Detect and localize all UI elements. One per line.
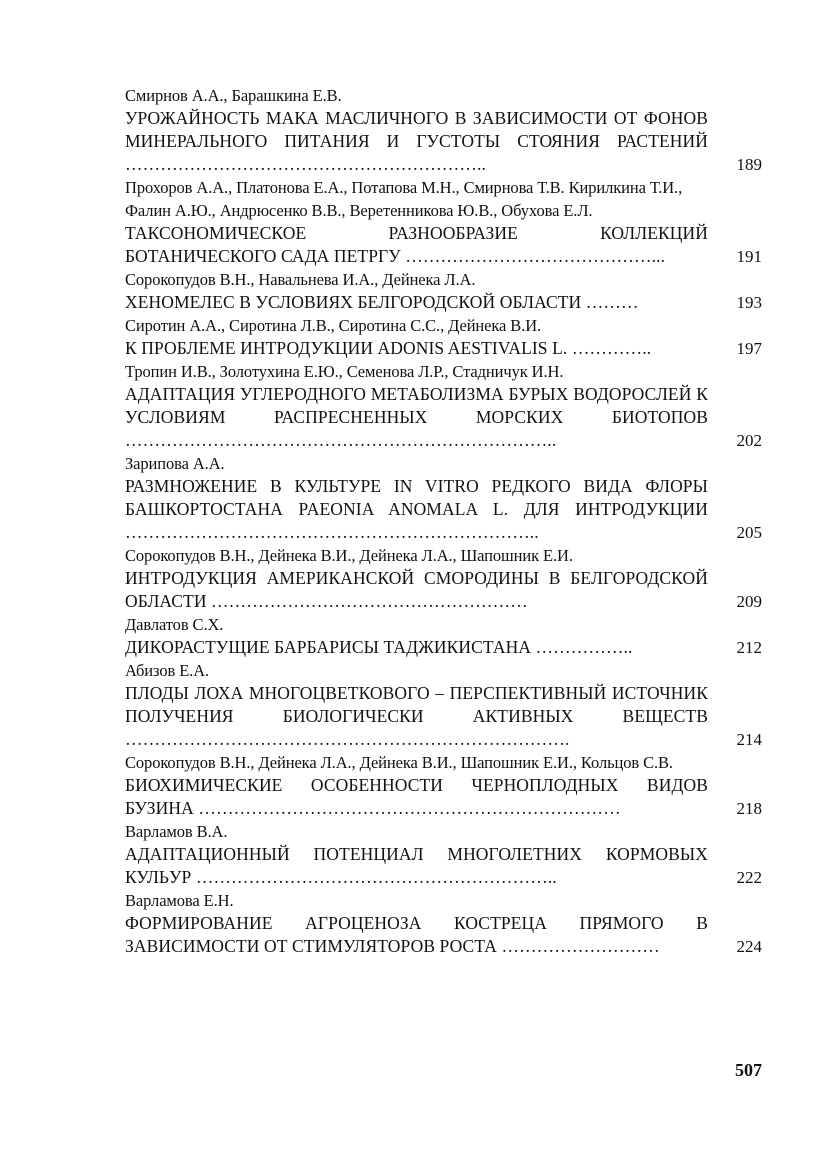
entry-authors: Сиротин А.А., Сиротина Л.В., Сиротина С.С., Дейнека В.И.: [125, 316, 542, 335]
entry-page-number: 222: [736, 868, 762, 887]
entry-page-number: 209: [736, 592, 762, 611]
entry-authors: Смирнов А.А., Барашкина Е.В.: [125, 86, 342, 105]
page-number: 507: [735, 1060, 762, 1080]
toc-entry: [125, 820, 762, 889]
entry-authors: Сорокопудов В.Н., Дейнека В.И., Дейнека Л.А., Шапошник Е.И.: [125, 546, 573, 565]
entry-authors: Давлатов С.Х.: [125, 615, 224, 634]
table-of-contents: [125, 84, 762, 958]
entry-title: РАЗМНОЖЕНИЕ В КУЛЬТУРЕ IN VITRO РЕДКОГО ВИДА ФЛОРЫ БАШКОРТОСТАНА PAEONIA ANOMALA L. ДЛЯ ИНТРОДУКЦИИ ……………………………………………………………..: [125, 476, 708, 542]
entry-authors: Тропин И.В., Золотухина Е.Ю., Семенова Л.Р., Стадничук И.Н.: [125, 362, 564, 381]
entry-page-number: 197: [736, 339, 762, 358]
entry-title: ПЛОДЫ ЛОХА МНОГОЦВЕТКОВОГО – ПЕРСПЕКТИВНЫЙ ИСТОЧНИК ПОЛУЧЕНИЯ БИОЛОГИЧЕСКИ АКТИВНЫХ ВЕЩЕСТВ ………………………………………………………………….: [125, 683, 708, 749]
entry-page-number: 189: [736, 155, 762, 174]
toc-entry: [125, 452, 762, 544]
entry-title: ТАКСОНОМИЧЕСКОЕ РАЗНООБРАЗИЕ КОЛЛЕКЦИЙ БОТАНИЧЕСКОГО САДА ПЕТРГУ ……………………………………...: [125, 223, 708, 266]
entry-authors: Сорокопудов В.Н., Навальнева И.А., Дейнека Л.А.: [125, 270, 476, 289]
entry-authors: Прохоров А.А., Платонова Е.А., Потапова М.Н., Смирнова Т.В. Кирилкина Т.И., Фалин А.Ю., Андрюсенко В.В., Веретенникова Ю.В., Обухова Е.Л.: [125, 178, 683, 220]
entry-authors: Варламова Е.Н.: [125, 891, 234, 910]
entry-page-number: 191: [736, 247, 762, 266]
toc-entry: [125, 613, 762, 659]
toc-entry: [125, 659, 762, 751]
entry-title: БИОХИМИЧЕСКИЕ ОСОБЕННОСТИ ЧЕРНОПЛОДНЫХ ВИДОВ БУЗИНА ………………………………………………………………: [125, 775, 708, 818]
entry-title: АДАПТАЦИОННЫЙ ПОТЕНЦИАЛ МНОГОЛЕТНИХ КОРМОВЫХ КУЛЬУР ……………………………………………………..: [125, 844, 708, 887]
entry-title: ХЕНОМЕЛЕС В УСЛОВИЯХ БЕЛГОРОДСКОЙ ОБЛАСТИ ………: [125, 292, 639, 312]
entry-page-number: 218: [736, 799, 762, 818]
entry-title: ИНТРОДУКЦИЯ АМЕРИКАНСКОЙ СМОРОДИНЫ В БЕЛГОРОДСКОЙ ОБЛАСТИ ………………………………………………: [125, 568, 708, 611]
entry-page-number: 202: [736, 431, 762, 450]
entry-title: УРОЖАЙНОСТЬ МАКА МАСЛИЧНОГО В ЗАВИСИМОСТИ ОТ ФОНОВ МИНЕРАЛЬНОГО ПИТАНИЯ И ГУСТОТЫ СТОЯНИЯ РАСТЕНИЙ ……………………………………………………..: [125, 108, 708, 174]
toc-entry: [125, 84, 762, 176]
toc-entry: [125, 268, 762, 314]
entry-page-number: 193: [736, 293, 762, 312]
entry-title: ДИКОРАСТУЩИЕ БАРБАРИСЫ ТАДЖИКИСТАНА ……………..: [125, 637, 633, 657]
toc-entry: [125, 176, 762, 268]
entry-page-number: 214: [736, 730, 762, 749]
entry-authors: Варламов В.А.: [125, 822, 228, 841]
entry-authors: Сорокопудов В.Н., Дейнека Л.А., Дейнека В.И., Шапошник Е.И., Кольцов С.В.: [125, 753, 673, 772]
toc-entry: [125, 360, 762, 452]
entry-title: ФОРМИРОВАНИЕ АГРОЦЕНОЗА КОСТРЕЦА ПРЯМОГО В ЗАВИСИМОСТИ ОТ СТИМУЛЯТОРОВ РОСТА ………………………: [125, 913, 708, 956]
toc-entry: [125, 889, 762, 958]
entry-title: К ПРОБЛЕМЕ ИНТРОДУКЦИИ ADONIS AESTIVALIS L. …………..: [125, 338, 652, 358]
entry-authors: Зарипова А.А.: [125, 454, 225, 473]
entry-authors: Абизов Е.А.: [125, 661, 210, 680]
entry-title: АДАПТАЦИЯ УГЛЕРОДНОГО МЕТАБОЛИЗМА БУРЫХ ВОДОРОСЛЕЙ К УСЛОВИЯМ РАСПРЕСНЕННЫХ МОРСКИХ БИОТОПОВ ………………………………………………………………..: [125, 384, 708, 450]
entry-page-number: 224: [736, 937, 762, 956]
toc-entry: [125, 314, 762, 360]
entry-page-number: 212: [736, 638, 762, 657]
toc-entry: [125, 751, 762, 820]
toc-entry: [125, 544, 762, 613]
entry-page-number: 205: [736, 523, 762, 542]
